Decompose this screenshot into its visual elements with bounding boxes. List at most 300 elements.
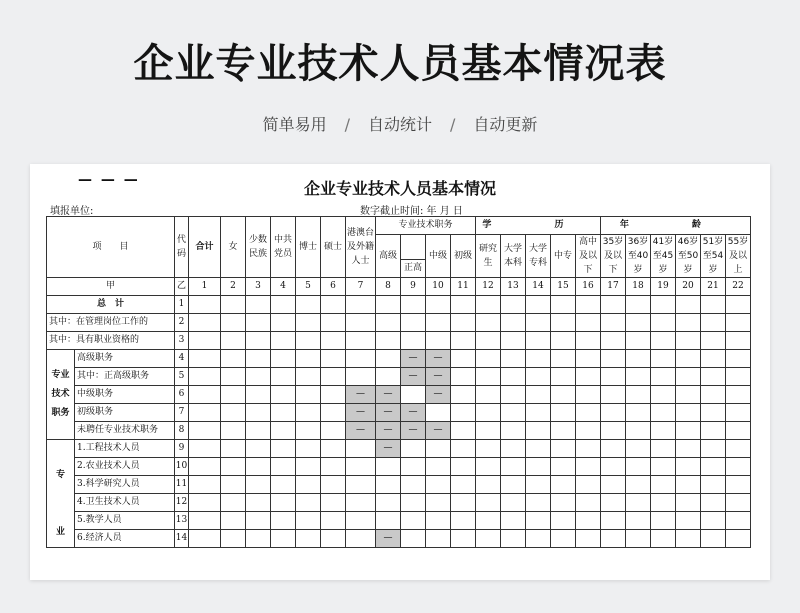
data-cell[interactable]	[451, 404, 476, 422]
data-cell[interactable]	[221, 458, 246, 476]
data-cell[interactable]	[601, 530, 626, 548]
data-cell[interactable]	[726, 458, 751, 476]
data-cell[interactable]	[321, 332, 346, 350]
data-cell[interactable]	[271, 458, 296, 476]
data-cell[interactable]	[726, 512, 751, 530]
data-cell[interactable]	[296, 314, 321, 332]
data-cell[interactable]	[576, 368, 601, 386]
data-cell[interactable]: —	[346, 422, 376, 440]
data-cell[interactable]	[401, 332, 426, 350]
data-cell[interactable]	[376, 314, 401, 332]
data-cell[interactable]	[651, 440, 676, 458]
data-cell[interactable]	[626, 494, 651, 512]
data-cell[interactable]	[676, 350, 701, 368]
data-cell[interactable]	[246, 422, 271, 440]
data-cell[interactable]: —	[426, 386, 451, 404]
data-cell[interactable]	[271, 296, 296, 314]
data-cell[interactable]	[701, 314, 726, 332]
data-cell[interactable]	[451, 440, 476, 458]
data-cell[interactable]	[271, 494, 296, 512]
data-cell[interactable]	[451, 368, 476, 386]
data-cell[interactable]: —	[426, 422, 451, 440]
data-cell[interactable]	[701, 350, 726, 368]
data-cell[interactable]	[501, 350, 526, 368]
data-cell[interactable]: —	[376, 440, 401, 458]
data-cell[interactable]	[451, 296, 476, 314]
data-cell[interactable]	[726, 332, 751, 350]
data-cell[interactable]	[189, 296, 221, 314]
data-cell[interactable]	[601, 494, 626, 512]
data-cell[interactable]	[376, 332, 401, 350]
data-cell[interactable]	[726, 314, 751, 332]
data-cell[interactable]	[426, 404, 451, 422]
data-cell[interactable]	[221, 368, 246, 386]
data-cell[interactable]	[576, 494, 601, 512]
data-cell[interactable]	[346, 440, 376, 458]
data-cell[interactable]	[601, 350, 626, 368]
data-cell[interactable]	[321, 458, 346, 476]
data-cell[interactable]	[476, 368, 501, 386]
data-cell[interactable]	[651, 422, 676, 440]
data-cell[interactable]	[526, 530, 551, 548]
data-cell[interactable]	[476, 458, 501, 476]
data-cell[interactable]	[476, 296, 501, 314]
data-cell[interactable]	[676, 458, 701, 476]
data-cell[interactable]	[189, 332, 221, 350]
data-cell[interactable]	[726, 440, 751, 458]
data-cell[interactable]	[221, 350, 246, 368]
data-cell[interactable]	[526, 332, 551, 350]
data-cell[interactable]	[246, 440, 271, 458]
data-cell[interactable]	[551, 386, 576, 404]
data-cell[interactable]	[321, 476, 346, 494]
data-cell[interactable]	[576, 296, 601, 314]
data-cell[interactable]	[321, 386, 346, 404]
data-cell[interactable]	[451, 476, 476, 494]
data-cell[interactable]	[271, 530, 296, 548]
data-cell[interactable]	[296, 494, 321, 512]
data-cell[interactable]	[701, 404, 726, 422]
data-cell[interactable]	[246, 368, 271, 386]
data-cell[interactable]	[651, 476, 676, 494]
data-cell[interactable]	[296, 476, 321, 494]
data-cell[interactable]	[321, 404, 346, 422]
data-cell[interactable]	[501, 512, 526, 530]
data-cell[interactable]	[246, 296, 271, 314]
data-cell[interactable]	[296, 350, 321, 368]
data-cell[interactable]	[626, 386, 651, 404]
data-cell[interactable]	[189, 458, 221, 476]
data-cell[interactable]	[271, 314, 296, 332]
data-cell[interactable]	[526, 314, 551, 332]
data-cell[interactable]	[601, 440, 626, 458]
data-cell[interactable]	[601, 332, 626, 350]
data-cell[interactable]	[651, 314, 676, 332]
data-cell[interactable]	[626, 440, 651, 458]
data-cell[interactable]	[271, 476, 296, 494]
data-cell[interactable]	[526, 350, 551, 368]
data-cell[interactable]	[501, 458, 526, 476]
data-cell[interactable]: —	[401, 404, 426, 422]
data-cell[interactable]	[296, 368, 321, 386]
data-cell[interactable]	[551, 530, 576, 548]
data-cell[interactable]	[346, 458, 376, 476]
data-cell[interactable]	[401, 386, 426, 404]
data-cell[interactable]	[601, 368, 626, 386]
data-cell[interactable]	[246, 386, 271, 404]
data-cell[interactable]	[601, 314, 626, 332]
data-cell[interactable]: —	[426, 368, 451, 386]
data-cell[interactable]	[321, 368, 346, 386]
data-cell[interactable]	[651, 386, 676, 404]
data-cell[interactable]	[221, 512, 246, 530]
data-cell[interactable]	[451, 386, 476, 404]
data-cell[interactable]	[426, 512, 451, 530]
data-cell[interactable]	[526, 404, 551, 422]
data-cell[interactable]	[321, 350, 346, 368]
data-cell[interactable]	[651, 458, 676, 476]
data-cell[interactable]	[346, 512, 376, 530]
data-cell[interactable]	[501, 530, 526, 548]
data-cell[interactable]	[726, 530, 751, 548]
data-cell[interactable]	[246, 314, 271, 332]
data-cell[interactable]	[189, 422, 221, 440]
data-cell[interactable]	[526, 296, 551, 314]
data-cell[interactable]	[189, 314, 221, 332]
data-cell[interactable]	[189, 440, 221, 458]
data-cell[interactable]	[376, 512, 401, 530]
data-cell[interactable]	[476, 332, 501, 350]
data-cell[interactable]	[676, 440, 701, 458]
data-cell[interactable]	[501, 494, 526, 512]
data-cell[interactable]	[676, 422, 701, 440]
data-cell[interactable]	[221, 404, 246, 422]
data-cell[interactable]	[376, 296, 401, 314]
data-cell[interactable]	[701, 494, 726, 512]
data-cell[interactable]	[426, 476, 451, 494]
data-cell[interactable]	[476, 512, 501, 530]
data-cell[interactable]	[246, 458, 271, 476]
data-cell[interactable]: —	[401, 368, 426, 386]
data-cell[interactable]	[701, 422, 726, 440]
data-cell[interactable]	[476, 404, 501, 422]
data-cell[interactable]	[726, 296, 751, 314]
data-cell[interactable]	[476, 494, 501, 512]
data-cell[interactable]	[601, 476, 626, 494]
data-cell[interactable]	[701, 512, 726, 530]
data-cell[interactable]	[451, 530, 476, 548]
data-cell[interactable]	[246, 476, 271, 494]
data-cell[interactable]	[451, 422, 476, 440]
data-cell[interactable]	[526, 476, 551, 494]
data-cell[interactable]	[476, 314, 501, 332]
data-cell[interactable]	[501, 296, 526, 314]
data-cell[interactable]	[676, 476, 701, 494]
data-cell[interactable]	[321, 422, 346, 440]
data-cell[interactable]	[576, 458, 601, 476]
data-cell[interactable]	[601, 458, 626, 476]
data-cell[interactable]	[576, 512, 601, 530]
data-cell[interactable]	[296, 458, 321, 476]
data-cell[interactable]	[346, 350, 376, 368]
data-cell[interactable]	[726, 368, 751, 386]
data-cell[interactable]	[701, 530, 726, 548]
data-cell[interactable]	[601, 386, 626, 404]
data-cell[interactable]	[601, 422, 626, 440]
data-cell[interactable]	[626, 314, 651, 332]
data-cell[interactable]	[626, 404, 651, 422]
data-cell[interactable]	[551, 314, 576, 332]
data-cell[interactable]	[501, 404, 526, 422]
data-cell[interactable]	[526, 386, 551, 404]
data-cell[interactable]	[551, 476, 576, 494]
data-cell[interactable]	[626, 368, 651, 386]
data-cell[interactable]	[576, 332, 601, 350]
data-cell[interactable]	[271, 440, 296, 458]
data-cell[interactable]	[476, 350, 501, 368]
data-cell[interactable]	[551, 368, 576, 386]
data-cell[interactable]	[576, 440, 601, 458]
data-cell[interactable]	[376, 458, 401, 476]
data-cell[interactable]	[551, 350, 576, 368]
data-cell[interactable]	[601, 404, 626, 422]
data-cell[interactable]	[551, 332, 576, 350]
data-cell[interactable]	[189, 530, 221, 548]
data-cell[interactable]	[401, 494, 426, 512]
data-cell[interactable]	[576, 530, 601, 548]
data-cell[interactable]	[576, 350, 601, 368]
data-cell[interactable]	[626, 422, 651, 440]
data-cell[interactable]	[501, 386, 526, 404]
data-cell[interactable]	[451, 350, 476, 368]
data-cell[interactable]	[501, 476, 526, 494]
data-cell[interactable]	[376, 368, 401, 386]
data-cell[interactable]	[246, 404, 271, 422]
data-cell[interactable]	[221, 530, 246, 548]
data-cell[interactable]	[346, 368, 376, 386]
data-cell[interactable]	[401, 296, 426, 314]
data-cell[interactable]	[476, 422, 501, 440]
data-cell[interactable]: —	[401, 350, 426, 368]
data-cell[interactable]	[726, 476, 751, 494]
data-cell[interactable]	[476, 530, 501, 548]
data-cell[interactable]	[476, 440, 501, 458]
data-cell[interactable]	[651, 530, 676, 548]
data-cell[interactable]	[246, 530, 271, 548]
data-cell[interactable]	[626, 296, 651, 314]
data-cell[interactable]	[626, 332, 651, 350]
data-cell[interactable]	[526, 512, 551, 530]
data-cell[interactable]	[321, 296, 346, 314]
data-cell[interactable]	[426, 440, 451, 458]
data-cell[interactable]	[271, 332, 296, 350]
data-cell[interactable]	[321, 440, 346, 458]
data-cell[interactable]	[701, 440, 726, 458]
data-cell[interactable]	[676, 404, 701, 422]
data-cell[interactable]	[651, 404, 676, 422]
data-cell[interactable]	[246, 494, 271, 512]
data-cell[interactable]	[626, 512, 651, 530]
data-cell[interactable]	[501, 440, 526, 458]
data-cell[interactable]	[221, 332, 246, 350]
data-cell[interactable]	[551, 494, 576, 512]
data-cell[interactable]	[401, 458, 426, 476]
data-cell[interactable]	[551, 458, 576, 476]
data-cell[interactable]	[376, 350, 401, 368]
data-cell[interactable]	[651, 512, 676, 530]
data-cell[interactable]	[576, 404, 601, 422]
data-cell[interactable]	[526, 422, 551, 440]
data-cell[interactable]	[601, 512, 626, 530]
data-cell[interactable]	[576, 386, 601, 404]
data-cell[interactable]: —	[376, 386, 401, 404]
data-cell[interactable]	[651, 368, 676, 386]
data-cell[interactable]	[376, 494, 401, 512]
data-cell[interactable]	[401, 314, 426, 332]
data-cell[interactable]	[626, 350, 651, 368]
data-cell[interactable]	[376, 476, 401, 494]
data-cell[interactable]	[701, 476, 726, 494]
data-cell[interactable]	[346, 530, 376, 548]
data-cell[interactable]: —	[376, 530, 401, 548]
data-cell[interactable]	[221, 386, 246, 404]
data-cell[interactable]	[426, 458, 451, 476]
data-cell[interactable]	[551, 512, 576, 530]
data-cell[interactable]	[271, 404, 296, 422]
data-cell[interactable]	[701, 368, 726, 386]
data-cell[interactable]	[321, 494, 346, 512]
data-cell[interactable]	[246, 332, 271, 350]
data-cell[interactable]	[271, 386, 296, 404]
data-cell[interactable]	[726, 386, 751, 404]
data-cell[interactable]: —	[346, 404, 376, 422]
data-cell[interactable]	[426, 296, 451, 314]
data-cell[interactable]	[296, 512, 321, 530]
data-cell[interactable]	[576, 476, 601, 494]
data-cell[interactable]	[296, 440, 321, 458]
data-cell[interactable]	[346, 314, 376, 332]
data-cell[interactable]	[451, 314, 476, 332]
data-cell[interactable]	[526, 440, 551, 458]
data-cell[interactable]	[501, 314, 526, 332]
data-cell[interactable]	[271, 350, 296, 368]
data-cell[interactable]	[321, 530, 346, 548]
data-cell[interactable]	[726, 404, 751, 422]
data-cell[interactable]	[221, 440, 246, 458]
data-cell[interactable]	[189, 368, 221, 386]
data-cell[interactable]	[726, 350, 751, 368]
data-cell[interactable]	[676, 530, 701, 548]
data-cell[interactable]	[189, 494, 221, 512]
data-cell[interactable]	[651, 350, 676, 368]
data-cell[interactable]	[526, 494, 551, 512]
data-cell[interactable]	[426, 332, 451, 350]
data-cell[interactable]	[451, 494, 476, 512]
data-cell[interactable]	[221, 494, 246, 512]
data-cell[interactable]	[701, 386, 726, 404]
data-cell[interactable]	[451, 332, 476, 350]
data-cell[interactable]	[189, 404, 221, 422]
data-cell[interactable]	[551, 440, 576, 458]
data-cell[interactable]	[346, 332, 376, 350]
data-cell[interactable]	[676, 314, 701, 332]
data-cell[interactable]	[626, 458, 651, 476]
data-cell[interactable]	[551, 296, 576, 314]
data-cell[interactable]: —	[376, 422, 401, 440]
data-cell[interactable]	[346, 494, 376, 512]
data-cell[interactable]	[221, 422, 246, 440]
data-cell[interactable]	[346, 476, 376, 494]
data-cell[interactable]	[726, 422, 751, 440]
data-cell[interactable]	[189, 350, 221, 368]
data-cell[interactable]	[676, 494, 701, 512]
data-cell[interactable]	[296, 404, 321, 422]
data-cell[interactable]	[676, 296, 701, 314]
data-cell[interactable]	[701, 458, 726, 476]
data-cell[interactable]	[401, 440, 426, 458]
data-cell[interactable]	[426, 530, 451, 548]
data-cell[interactable]	[296, 296, 321, 314]
data-cell[interactable]	[426, 314, 451, 332]
data-cell[interactable]	[451, 458, 476, 476]
data-cell[interactable]	[501, 332, 526, 350]
data-cell[interactable]	[346, 296, 376, 314]
data-cell[interactable]	[189, 512, 221, 530]
data-cell[interactable]	[401, 530, 426, 548]
data-cell[interactable]: —	[346, 386, 376, 404]
data-cell[interactable]	[576, 314, 601, 332]
data-cell[interactable]	[271, 422, 296, 440]
data-cell[interactable]	[246, 512, 271, 530]
data-cell[interactable]	[576, 422, 601, 440]
data-cell[interactable]	[601, 296, 626, 314]
data-cell[interactable]	[296, 332, 321, 350]
data-cell[interactable]	[726, 494, 751, 512]
data-cell[interactable]	[651, 332, 676, 350]
data-cell[interactable]	[476, 386, 501, 404]
data-cell[interactable]	[401, 512, 426, 530]
data-cell[interactable]	[526, 368, 551, 386]
data-cell[interactable]	[296, 386, 321, 404]
data-cell[interactable]	[401, 476, 426, 494]
data-cell[interactable]	[626, 476, 651, 494]
data-cell[interactable]	[221, 296, 246, 314]
data-cell[interactable]	[296, 530, 321, 548]
data-cell[interactable]	[321, 512, 346, 530]
data-cell[interactable]	[271, 368, 296, 386]
data-cell[interactable]: —	[401, 422, 426, 440]
data-cell[interactable]	[651, 494, 676, 512]
data-cell[interactable]	[296, 422, 321, 440]
data-cell[interactable]	[701, 296, 726, 314]
data-cell[interactable]	[676, 368, 701, 386]
data-cell[interactable]: —	[426, 350, 451, 368]
data-cell[interactable]	[271, 512, 296, 530]
data-cell[interactable]	[676, 332, 701, 350]
data-cell[interactable]	[551, 422, 576, 440]
data-cell[interactable]	[676, 512, 701, 530]
data-cell[interactable]	[501, 368, 526, 386]
data-cell[interactable]	[501, 422, 526, 440]
data-cell[interactable]	[426, 494, 451, 512]
data-cell[interactable]	[476, 476, 501, 494]
data-cell[interactable]	[551, 404, 576, 422]
data-cell[interactable]	[651, 296, 676, 314]
data-cell[interactable]	[221, 476, 246, 494]
data-cell[interactable]	[701, 332, 726, 350]
data-cell[interactable]	[246, 350, 271, 368]
data-cell[interactable]	[626, 530, 651, 548]
